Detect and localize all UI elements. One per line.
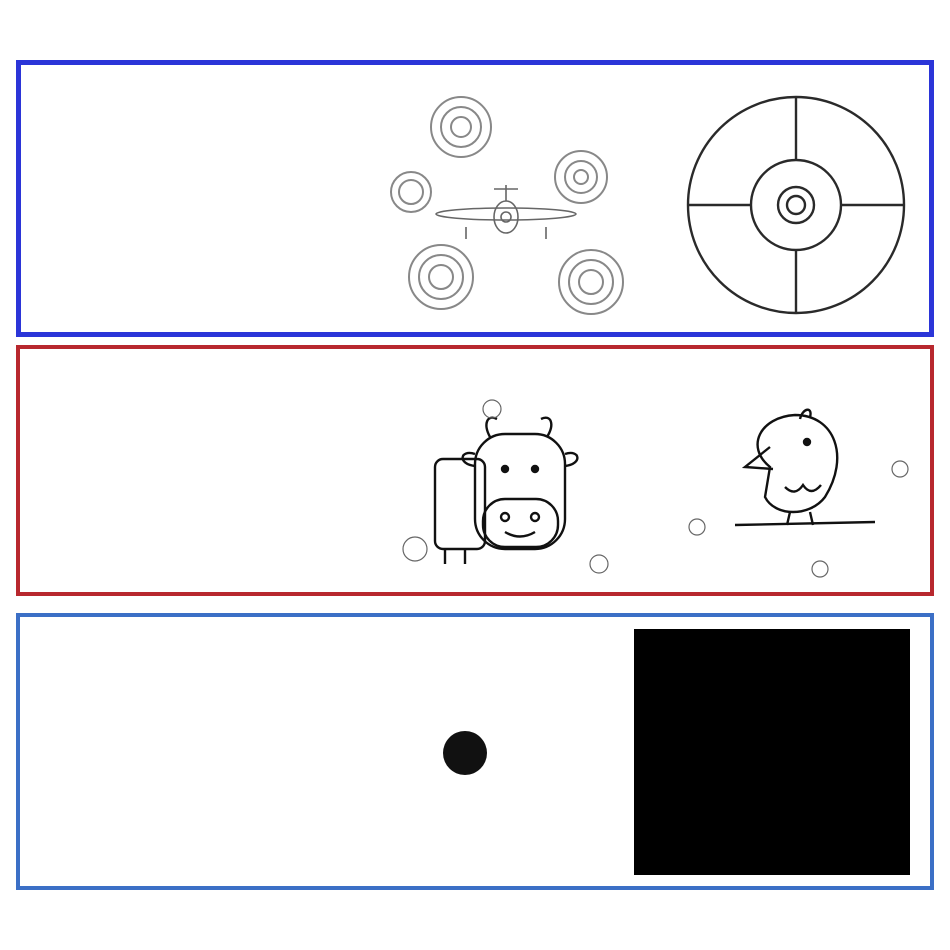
fixation-dot xyxy=(443,731,487,775)
figure-c1-fixation xyxy=(350,631,610,861)
panel-red-flash xyxy=(16,345,934,596)
figure-a1-airplane xyxy=(366,77,646,327)
bird-icon xyxy=(735,410,875,525)
panel-c-text xyxy=(40,635,340,643)
airplane-icon xyxy=(436,185,576,239)
panel-afterimage xyxy=(16,613,934,890)
figure-c2-eye-chart xyxy=(634,629,910,875)
figure-b2-bird xyxy=(675,357,925,582)
cow-icon xyxy=(435,418,577,564)
panel-light-brush xyxy=(16,60,934,337)
panel-b-instruction xyxy=(40,375,340,405)
panel-b-text xyxy=(40,353,340,409)
figure-b1-cow xyxy=(375,369,635,594)
figure-a2-target xyxy=(666,77,926,327)
panel-b-overflow-line xyxy=(40,353,340,367)
panel-a-text xyxy=(41,83,341,91)
